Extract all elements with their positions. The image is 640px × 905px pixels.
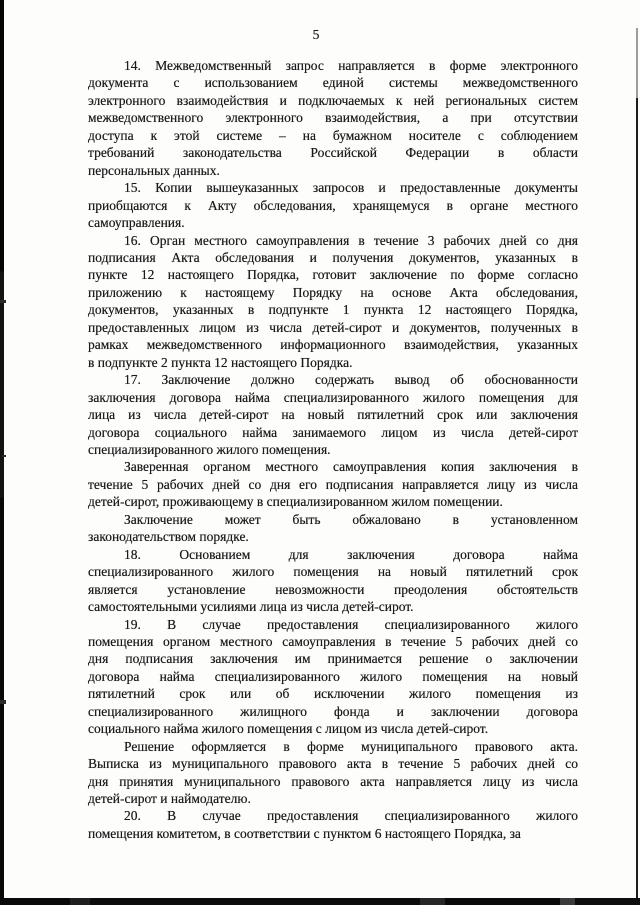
text-line: помещения комитетом, в соответствии с пунктом 6 настоящего Порядка, за xyxy=(88,825,521,841)
text-line: специализированного жилого помещения. xyxy=(88,441,331,457)
document-body xyxy=(88,57,578,842)
text-line: документов, указанных в подпункте 1 пункта 12 настоящего Порядка, xyxy=(88,302,578,318)
text-line: доступа к этой системе – на бумажном носителе с соблюдением xyxy=(88,127,578,143)
text-line: самоуправления. xyxy=(88,215,185,231)
text-line: заключения договора найма специализированного жилого помещения для xyxy=(88,389,578,405)
text-line: подписания Акта обследования и получения документов, указанных в xyxy=(88,249,578,265)
text-line: в подпункте 2 пункта 12 настоящего Порядка. xyxy=(88,354,353,370)
text-line: персональных данных. xyxy=(88,162,220,178)
text-line: является установление невозможности преодоления обстоятельств xyxy=(88,581,578,597)
text-line: приобщаются к Акту обследования, хранящемуся в органе местного xyxy=(88,197,578,213)
text-line: помещения органом местного самоуправления в течение 5 рабочих дней со xyxy=(88,633,578,649)
scan-edge-bottom-bar xyxy=(0,898,640,905)
text-line: документа с использованием единой системы межведомственного xyxy=(88,75,578,91)
text-line: требований законодательства Российской Федерации в области xyxy=(88,145,578,161)
text-line: социального найма жилого помещения с лицом из числа детей-сирот. xyxy=(88,721,489,737)
page-number: 5 xyxy=(312,27,320,42)
text-line: пятилетний срок или об исключении жилого помещения из xyxy=(88,686,578,702)
text-line: дня подписания заключения им принимается решение о заключении xyxy=(88,651,578,667)
text-line: 20. В случае предоставления специализированного жилого xyxy=(124,808,578,824)
text-line: течение 5 рабочих дней со дня его подписания направляется лицу из числа xyxy=(88,476,578,492)
text-line: лица из числа детей-сирот на новый пятилетний срок или заключения xyxy=(88,407,578,423)
text-line: Решение оформляется в форме муниципального правового акта. xyxy=(124,738,578,754)
text-line: детей-сирот, проживающему в специализированном жилом помещении. xyxy=(88,494,503,510)
text-line: Заключение может быть обжаловано в установленном xyxy=(124,511,578,527)
scan-speck xyxy=(0,700,6,704)
scan-edge-right-line-light xyxy=(636,28,638,98)
text-line: самостоятельными усилиями лица из числа детей-сирот. xyxy=(88,599,414,615)
text-line: Заверенная органом местного самоуправления копия заключения в xyxy=(124,459,578,475)
text-line: Выписка из муниципального правового акта в течение 5 рабочих дней со xyxy=(88,756,578,772)
text-line: межведомственного электронного взаимодействия, а при отсутствии xyxy=(88,110,578,126)
text-line: предоставленных лицом из числа детей-сирот и документов, полученных в xyxy=(88,319,578,335)
text-line: рамках межведомственного информационного взаимодействия, указанных xyxy=(88,337,578,353)
text-line: электронного взаимодействия и подключаемых к ней региональных систем xyxy=(88,92,578,108)
text-line: 15. Копии вышеуказанных запросов и предоставленные документы xyxy=(124,180,578,196)
text-line: детей-сирот и наймодателю. xyxy=(88,791,251,807)
text-line: специализированного жилого помещения на новый пятилетний срок xyxy=(88,564,578,580)
text-line: 19. В случае предоставления специализированного жилого xyxy=(124,616,578,632)
text-line: 18. Основанием для заключения договора найма xyxy=(124,546,578,562)
text-line: 14. Межведомственный запрос направляется в форме электронного xyxy=(124,58,578,73)
text-line: дня принятия муниципального правового акта направляется лицу из числа xyxy=(88,773,578,789)
text-line: законодательством порядке. xyxy=(88,529,249,545)
text-line: договора найма специализированного жилого помещения на новый xyxy=(88,668,578,684)
text-line: приложению к настоящему Порядку на основе Акта обследования, xyxy=(88,284,578,300)
scan-edge-right-line xyxy=(636,98,638,898)
text-line: договора социального найма занимаемого лицом из числа детей-сирот xyxy=(88,424,578,440)
scan-edge-left-bar xyxy=(0,0,4,905)
text-line: 17. Заключение должно содержать вывод об обоснованности xyxy=(124,372,578,388)
text-line: 16. Орган местного самоуправления в течение 3 рабочих дней со дня xyxy=(124,232,578,248)
text-line: специализированного жилищного фонда и заключении договора xyxy=(88,703,578,719)
scan-speck xyxy=(2,455,6,457)
text-line: пункте 12 настоящего Порядка, готовит заключение по форме согласно xyxy=(88,267,578,283)
scan-speck xyxy=(0,300,6,303)
